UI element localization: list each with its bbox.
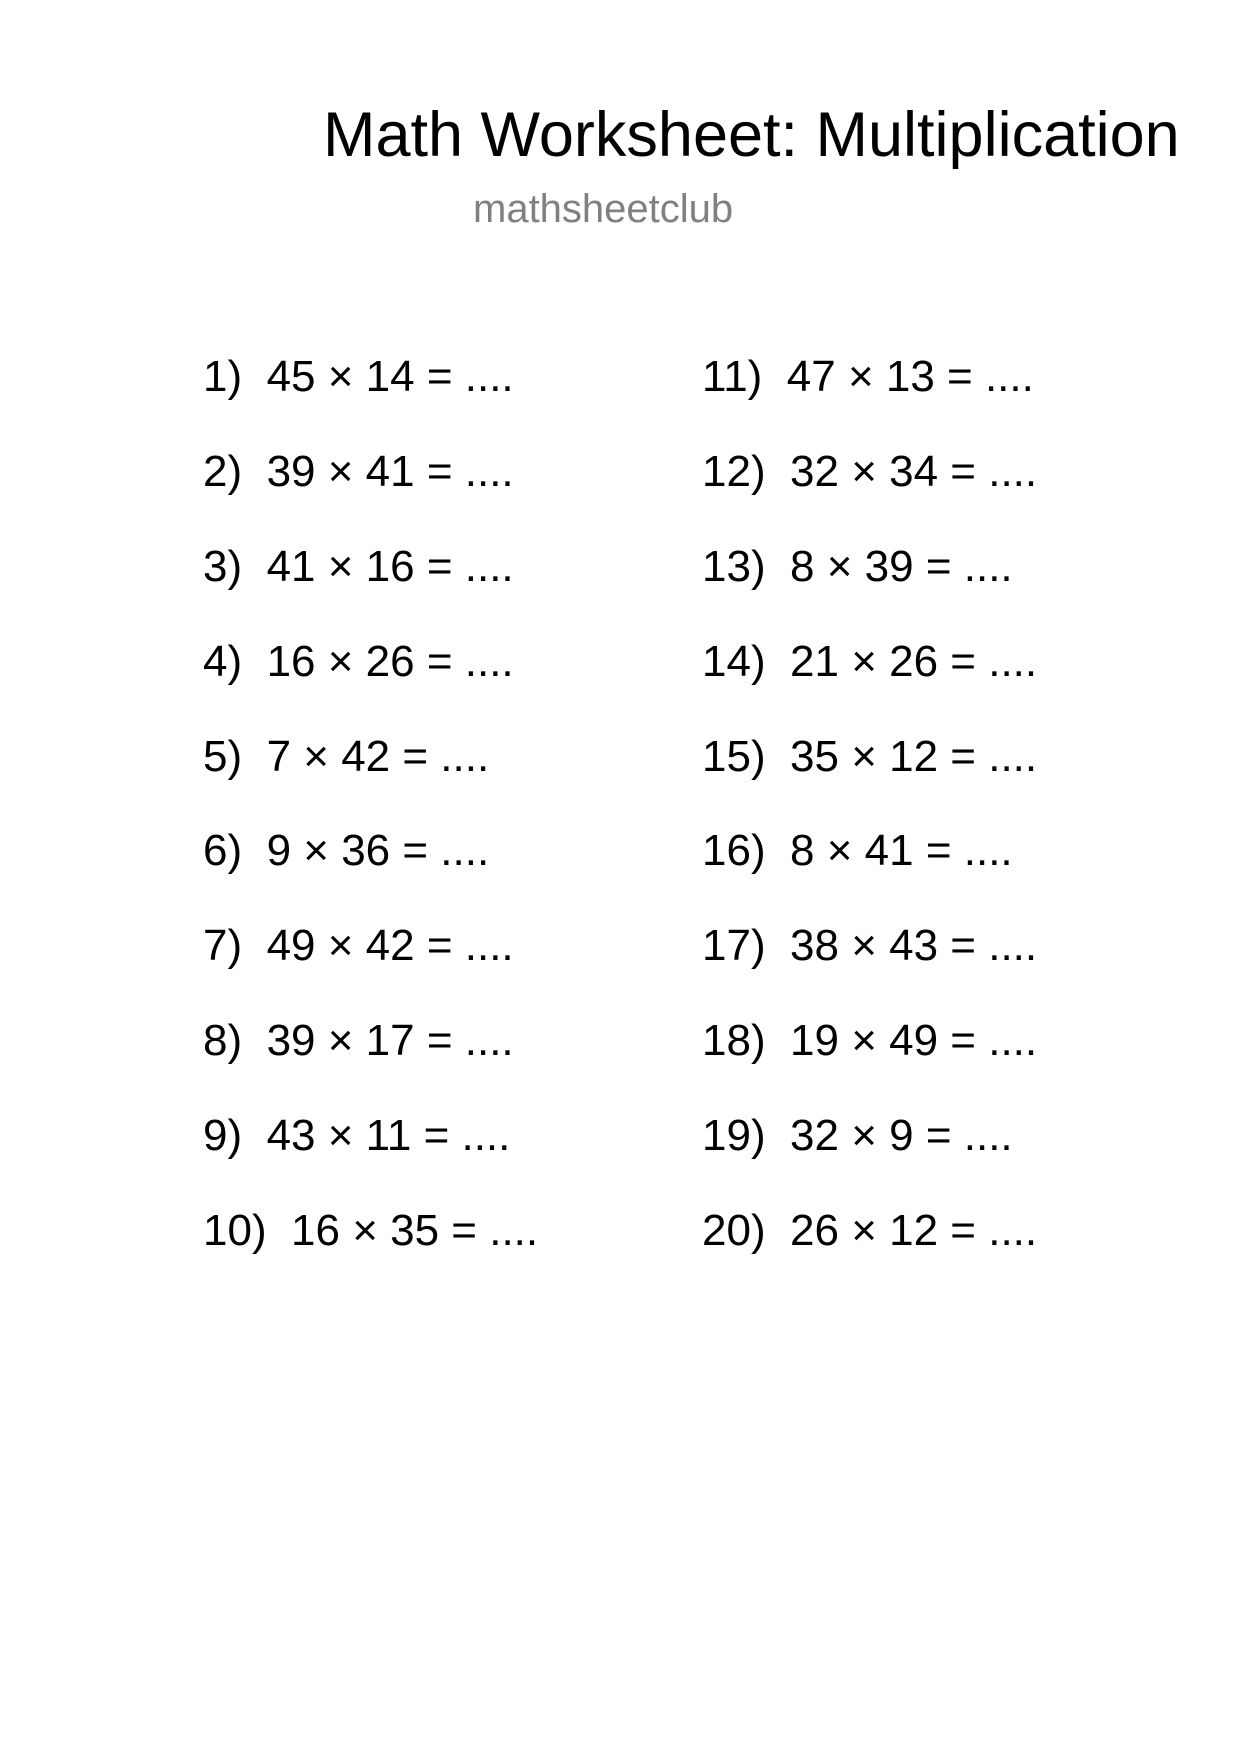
problem-item <box>702 1016 1038 1114</box>
problem-number: 12) <box>702 446 791 496</box>
problem-item <box>203 1016 538 1114</box>
problem-expression: 32 × 9 = .... <box>790 1111 1013 1161</box>
problem-expression: 38 × 43 = .... <box>790 921 1038 971</box>
problem-number: 1) <box>203 352 267 401</box>
problem-item <box>702 1206 1038 1304</box>
problem-item <box>203 1111 538 1209</box>
problem-item <box>702 636 1038 735</box>
problems-column-right <box>702 352 1038 1304</box>
problem-item <box>203 1206 539 1304</box>
problem-expression: 39 × 17 = .... <box>266 1016 514 1066</box>
problem-expression: 8 × 39 = .... <box>790 541 1013 591</box>
problem-item <box>702 541 1037 640</box>
problem-expression: 49 × 42 = .... <box>266 921 514 971</box>
problem-expression: 16 × 35 = .... <box>291 1206 539 1256</box>
problem-expression: 9 × 36 = .... <box>266 826 490 876</box>
problem-expression: 16 × 26 = .... <box>266 636 514 686</box>
problem-number: 5) <box>203 731 267 781</box>
problem-number: 20) <box>702 1206 791 1256</box>
problem-number: 3) <box>203 541 267 591</box>
problem-number: 6) <box>203 826 267 876</box>
problem-item <box>203 636 538 735</box>
problem-item <box>203 826 538 924</box>
problem-number: 18) <box>702 1016 791 1066</box>
problem-expression: 43 × 11 = .... <box>266 1111 511 1161</box>
problem-number: 10) <box>203 1206 292 1256</box>
problem-number: 14) <box>702 636 791 686</box>
problem-expression: 39 × 41 = .... <box>266 446 514 496</box>
problems-column-left <box>203 352 539 1304</box>
problem-item <box>702 1111 1037 1209</box>
problem-item <box>203 731 538 830</box>
problem-number: 13) <box>702 541 791 591</box>
problem-item <box>702 352 1037 450</box>
problem-expression: 41 × 16 = .... <box>266 541 514 591</box>
problem-expression: 7 × 42 = .... <box>266 731 490 781</box>
problem-number: 19) <box>702 1111 791 1161</box>
worksheet-source: mathsheetclub <box>473 187 734 231</box>
problem-expression: 45 × 14 = .... <box>266 352 514 401</box>
worksheet-title: Math Worksheet: Multiplication <box>323 100 1180 170</box>
problem-expression: 47 × 13 = .... <box>786 352 1034 401</box>
problem-expression: 21 × 26 = .... <box>790 636 1038 686</box>
problem-item <box>702 921 1038 1019</box>
problem-expression: 32 × 34 = .... <box>790 446 1038 496</box>
problem-number: 2) <box>203 446 267 496</box>
problem-number: 11) <box>702 352 787 401</box>
problem-expression: 35 × 12 = .... <box>790 731 1038 781</box>
problem-number: 9) <box>203 1111 267 1161</box>
problem-item <box>702 446 1038 545</box>
problem-number: 7) <box>203 921 267 971</box>
problem-number: 15) <box>702 731 791 781</box>
problem-expression: 26 × 12 = .... <box>790 1206 1038 1256</box>
problem-number: 17) <box>702 921 791 971</box>
problem-item <box>203 921 538 1019</box>
problem-item <box>702 731 1038 830</box>
problem-item <box>203 446 538 545</box>
problem-item <box>702 826 1037 924</box>
problem-expression: 8 × 41 = .... <box>790 826 1013 876</box>
problem-item <box>203 352 538 450</box>
problem-number: 8) <box>203 1016 267 1066</box>
problem-expression: 19 × 49 = .... <box>790 1016 1038 1066</box>
problem-number: 16) <box>702 826 791 876</box>
problem-item <box>203 541 538 640</box>
problem-number: 4) <box>203 636 267 686</box>
